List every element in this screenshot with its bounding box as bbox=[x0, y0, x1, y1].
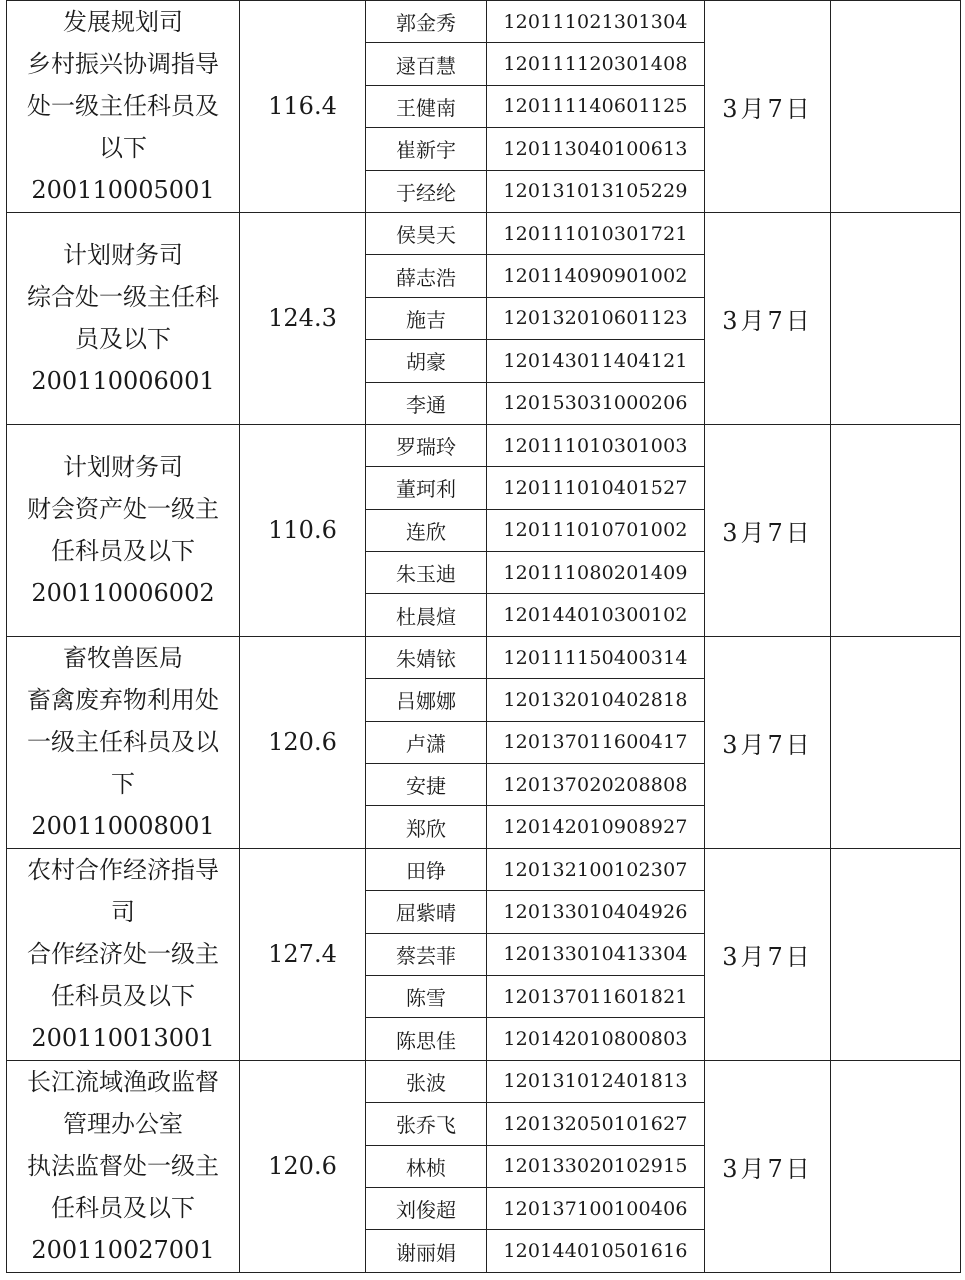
position-text-line: 任科员及以下 bbox=[51, 982, 195, 1011]
position-text-line: 200110008001 bbox=[31, 812, 215, 841]
candidate-exam-id: 120111010701002 bbox=[487, 509, 705, 551]
position-cell bbox=[7, 1, 240, 213]
candidate-exam-id: 120143011404121 bbox=[487, 340, 705, 382]
table-row bbox=[7, 1, 961, 43]
interview-list-page bbox=[6, 0, 960, 1273]
position-text-line: 财会资产处一级主 bbox=[27, 495, 219, 524]
min-score-cell: 110.6 bbox=[240, 424, 366, 636]
position-text-line: 任科员及以下 bbox=[51, 537, 195, 566]
position-text-line: 任科员及以下 bbox=[51, 1194, 195, 1223]
position-text-line: 发展规划司 bbox=[63, 8, 183, 37]
candidate-name: 于经纶 bbox=[366, 170, 487, 212]
candidate-name: 卢潇 bbox=[366, 721, 487, 763]
position-text-line: 农村合作经济指导 bbox=[27, 856, 219, 885]
position-text-line: 下 bbox=[111, 770, 135, 799]
candidate-exam-id: 120153031000206 bbox=[487, 382, 705, 424]
position-text-line: 合作经济处一级主 bbox=[27, 940, 219, 969]
interview-date-cell: 3月7日 bbox=[705, 848, 831, 1060]
candidate-exam-id: 120132010402818 bbox=[487, 679, 705, 721]
candidate-exam-id: 120133010413304 bbox=[487, 933, 705, 975]
position-text-line: 计划财务司 bbox=[63, 241, 183, 270]
candidate-name: 屈紫晴 bbox=[366, 891, 487, 933]
position-text-line: 计划财务司 bbox=[63, 453, 183, 482]
candidate-exam-id: 120131012401813 bbox=[487, 1060, 705, 1102]
candidate-name: 谢丽娟 bbox=[366, 1230, 487, 1272]
position-text-line: 200110006001 bbox=[31, 367, 215, 396]
position-text-line: 员及以下 bbox=[75, 325, 171, 354]
position-text-line: 长江流域渔政监督 bbox=[27, 1068, 219, 1097]
remarks-cell bbox=[831, 212, 961, 424]
interview-date-cell: 3月7日 bbox=[705, 636, 831, 848]
candidate-name: 逯百慧 bbox=[366, 43, 487, 85]
candidate-exam-id: 120111010301003 bbox=[487, 424, 705, 466]
position-text-line: 一级主任科员及以 bbox=[27, 728, 219, 757]
candidate-name: 张乔飞 bbox=[366, 1103, 487, 1145]
candidate-name: 林桢 bbox=[366, 1145, 487, 1187]
candidate-exam-id: 120111080201409 bbox=[487, 552, 705, 594]
candidate-exam-id: 120132010601123 bbox=[487, 297, 705, 339]
candidate-exam-id: 120114090901002 bbox=[487, 255, 705, 297]
position-text-line: 200110006002 bbox=[31, 579, 215, 608]
table-row bbox=[7, 1060, 961, 1102]
candidate-exam-id: 120131013105229 bbox=[487, 170, 705, 212]
position-text-line: 200110027001 bbox=[31, 1236, 215, 1265]
position-text-line: 200110005001 bbox=[31, 176, 215, 205]
interview-date-cell: 3月7日 bbox=[705, 212, 831, 424]
candidate-name: 田铮 bbox=[366, 848, 487, 890]
candidate-exam-id: 120137011601821 bbox=[487, 975, 705, 1017]
candidate-exam-id: 120133010404926 bbox=[487, 891, 705, 933]
remarks-cell bbox=[831, 636, 961, 848]
min-score-cell: 124.3 bbox=[240, 212, 366, 424]
candidate-name: 张波 bbox=[366, 1060, 487, 1102]
candidate-name: 薛志浩 bbox=[366, 255, 487, 297]
position-text-line: 处一级主任科员及 bbox=[27, 92, 219, 121]
position-text-line: 乡村振兴协调指导 bbox=[27, 50, 219, 79]
table-body bbox=[7, 1, 961, 1273]
position-text-line: 综合处一级主任科 bbox=[27, 283, 219, 312]
candidate-name: 陈雪 bbox=[366, 975, 487, 1017]
candidate-exam-id: 120142010908927 bbox=[487, 806, 705, 848]
candidate-exam-id: 120144010501616 bbox=[487, 1230, 705, 1272]
candidate-name: 侯昊天 bbox=[366, 212, 487, 254]
candidate-name: 罗瑞玲 bbox=[366, 424, 487, 466]
candidate-name: 董珂利 bbox=[366, 467, 487, 509]
candidate-exam-id: 120144010300102 bbox=[487, 594, 705, 636]
candidate-exam-id: 120111010301721 bbox=[487, 212, 705, 254]
position-cell bbox=[7, 1060, 240, 1272]
candidate-exam-id: 120111140601125 bbox=[487, 85, 705, 127]
position-text-line: 以下 bbox=[99, 134, 147, 163]
candidate-name: 李通 bbox=[366, 382, 487, 424]
table-row bbox=[7, 848, 961, 890]
candidate-name: 朱玉迪 bbox=[366, 552, 487, 594]
candidate-name: 施吉 bbox=[366, 297, 487, 339]
candidate-exam-id: 120132050101627 bbox=[487, 1103, 705, 1145]
candidate-exam-id: 120142010800803 bbox=[487, 1018, 705, 1060]
remarks-cell bbox=[831, 848, 961, 1060]
candidate-name: 崔新宇 bbox=[366, 128, 487, 170]
interview-date-cell: 3月7日 bbox=[705, 1, 831, 213]
position-text-line: 管理办公室 bbox=[63, 1110, 183, 1139]
candidate-name: 朱婧铱 bbox=[366, 636, 487, 678]
remarks-cell bbox=[831, 1, 961, 213]
position-text-line: 执法监督处一级主 bbox=[27, 1152, 219, 1181]
position-text-line: 畜禽废弃物利用处 bbox=[27, 686, 219, 715]
position-cell bbox=[7, 212, 240, 424]
candidate-name: 郑欣 bbox=[366, 806, 487, 848]
position-text-line: 畜牧兽医局 bbox=[63, 644, 183, 673]
candidate-name: 蔡芸菲 bbox=[366, 933, 487, 975]
candidate-name: 安捷 bbox=[366, 764, 487, 806]
min-score-cell: 120.6 bbox=[240, 1060, 366, 1272]
interview-date-cell: 3月7日 bbox=[705, 1060, 831, 1272]
position-cell bbox=[7, 848, 240, 1060]
table-row bbox=[7, 636, 961, 678]
candidate-name: 胡豪 bbox=[366, 340, 487, 382]
interview-candidates-table bbox=[6, 0, 961, 1273]
candidate-exam-id: 120137011600417 bbox=[487, 721, 705, 763]
min-score-cell: 127.4 bbox=[240, 848, 366, 1060]
candidate-exam-id: 120111010401527 bbox=[487, 467, 705, 509]
candidate-exam-id: 120111150400314 bbox=[487, 636, 705, 678]
candidate-exam-id: 120132100102307 bbox=[487, 848, 705, 890]
candidate-name: 杜晨煊 bbox=[366, 594, 487, 636]
candidate-name: 郭金秀 bbox=[366, 1, 487, 43]
candidate-exam-id: 120133020102915 bbox=[487, 1145, 705, 1187]
candidate-name: 王健南 bbox=[366, 85, 487, 127]
interview-date-cell: 3月7日 bbox=[705, 424, 831, 636]
candidate-exam-id: 120111021301304 bbox=[487, 1, 705, 43]
position-cell bbox=[7, 424, 240, 636]
candidate-name: 吕娜娜 bbox=[366, 679, 487, 721]
candidate-exam-id: 120111120301408 bbox=[487, 43, 705, 85]
candidate-name: 陈思佳 bbox=[366, 1018, 487, 1060]
min-score-cell: 120.6 bbox=[240, 636, 366, 848]
candidate-exam-id: 120113040100613 bbox=[487, 128, 705, 170]
position-text-line: 200110013001 bbox=[31, 1024, 215, 1053]
candidate-exam-id: 120137020208808 bbox=[487, 764, 705, 806]
position-text-line: 司 bbox=[111, 898, 135, 927]
candidate-name: 连欣 bbox=[366, 509, 487, 551]
table-row bbox=[7, 424, 961, 466]
remarks-cell bbox=[831, 424, 961, 636]
table-row bbox=[7, 212, 961, 254]
min-score-cell: 116.4 bbox=[240, 1, 366, 213]
remarks-cell bbox=[831, 1060, 961, 1272]
candidate-exam-id: 120137100100406 bbox=[487, 1187, 705, 1229]
candidate-name: 刘俊超 bbox=[366, 1187, 487, 1229]
position-cell bbox=[7, 636, 240, 848]
